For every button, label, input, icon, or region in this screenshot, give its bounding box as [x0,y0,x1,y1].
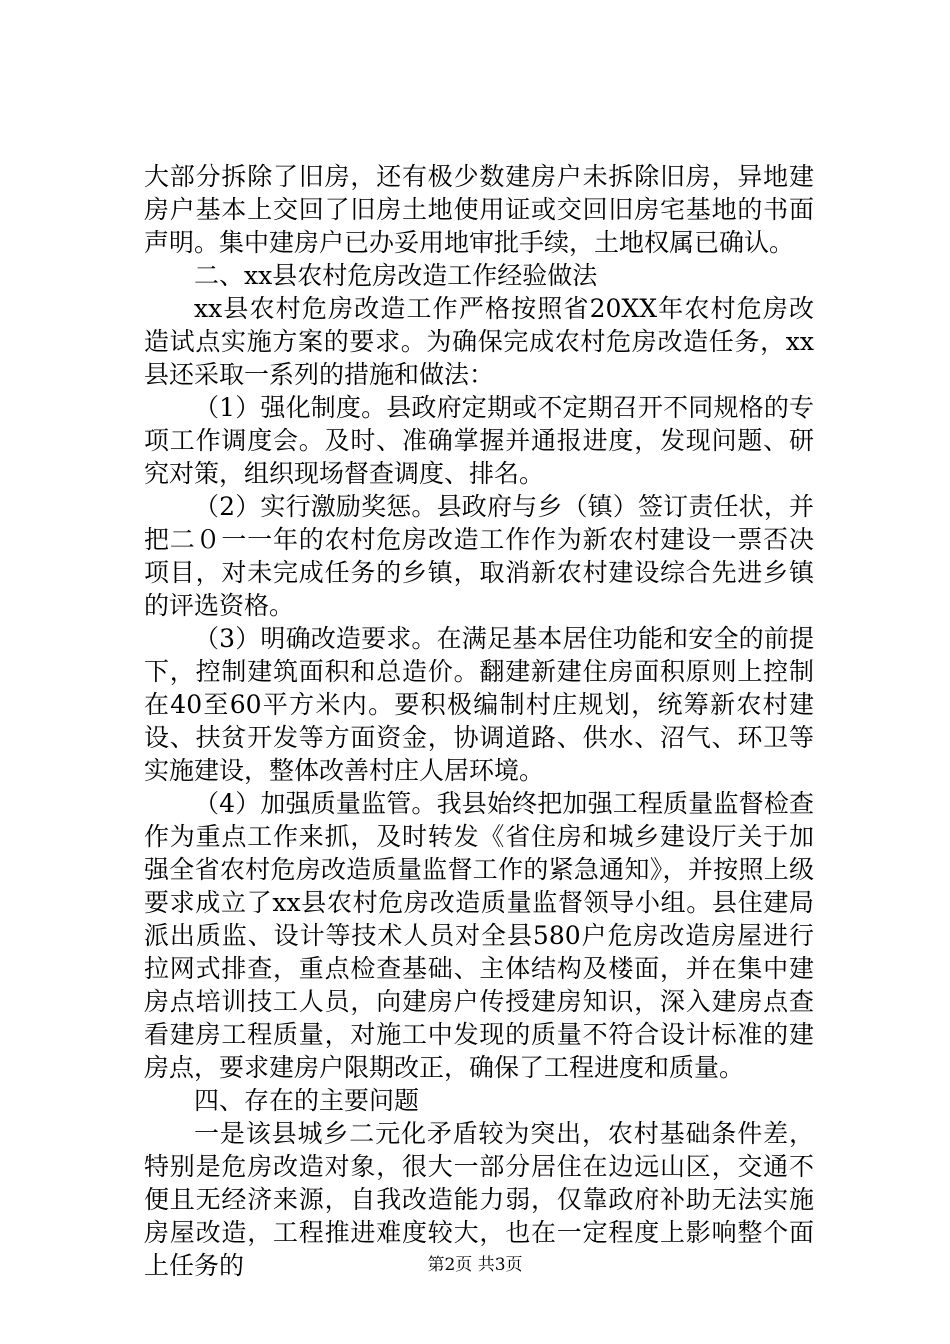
paragraph-item-3: （3）明确改造要求。在满足基本居住功能和安全的前提下，控制建筑面积和总造价。翻建新建住房面积原则上控制在40至60平方米内。要积极编制村庄规划，统筹新农村建设、扶贫开发等方面资金，协调道路、供水、沼气、环卫等实施建设，整体改善村庄人居环境。 [144,624,814,785]
page-number-footer: 第2页 共3页 [427,1255,523,1275]
section-heading-experience: 二、xx县农村危房改造工作经验做法 [194,261,598,290]
section-heading-problems: 四、存在的主要问题 [194,1086,420,1115]
paragraph-item-4: （4）加强质量监管。我县始终把加强工程质量监督检查作为重点工作来抓，及时转发《省住房和城乡建设厅关于加强全省农村危房改造质量监督工作的紧急通知》，并按照上级要求成立了xx县农村危房改造质量监督领导小组。县住建局派出质监、设计等技术人员对全县580户危房改造房屋进行拉网式排查，重点检查基础、主体结构及楼面，并在集中建房点培训技工人员，向建房户传授建房知识，深入建房点查看建房工程质量，对施工中发现的质量不符合设计标准的建房点，要求建房户限期改正，确保了工程进度和质量。 [144,789,814,1082]
paragraph-problem-1: 一是该县城乡二元化矛盾较为突出，农村基础条件差，特别是危房改造对象，很大一部分居住在边远山区，交通不便且无经济来源，自我改造能力弱，仅靠政府补助无法实施房屋改造，工程推进难度较大，也在一定程度上影响整个面上任务的 [144,1119,814,1280]
document-body [144,160,814,1282]
paragraph-item-1: （1）强化制度。县政府定期或不定期召开不同规格的专项工作调度会。及时、准确掌握并通报进度，发现问题、研究对策，组织现场督查调度、排名。 [144,393,814,488]
paragraph-intro: xx县农村危房改造工作严格按照省20XX年农村危房改造试点实施方案的要求。为确保完成农村危房改造任务，xx县还采取一系列的措施和做法： [144,294,814,389]
paragraph-continuation: 大部分拆除了旧房，还有极少数建房户未拆除旧房，异地建房户基本上交回了旧房土地使用证或交回旧房宅基地的书面声明。集中建房户已办妥用地审批手续，土地权属已确认。 [144,162,814,257]
paragraph-item-2: （2）实行激励奖惩。县政府与乡（镇）签订责任状，并把二０一一年的农村危房改造工作作为新农村建设一票否决项目，对未完成任务的乡镇，取消新农村建设综合先进乡镇的评选资格。 [144,492,814,620]
